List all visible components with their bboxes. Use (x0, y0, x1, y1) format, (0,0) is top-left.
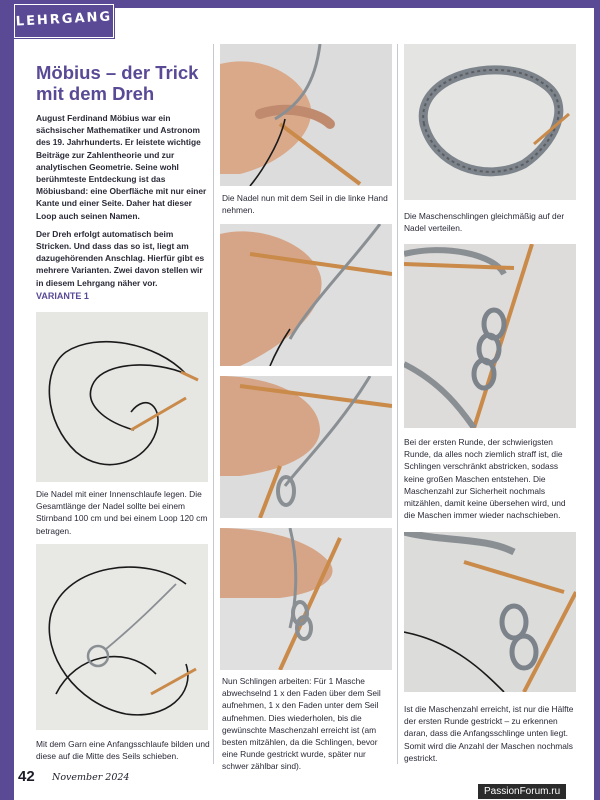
page-frame-right (594, 0, 600, 800)
page-title: Möbius – der Trick mit dem Dreh (36, 62, 199, 104)
page-number: 42 (18, 768, 35, 785)
intro-paragraph: Der Dreh erfolgt automatisch beim Stricken. Und dass das so ist, liegt am dazugehörenden Anschlag. Hierfür gibt es mehrere Varianten. Zwei davon stellen wir in diesem Lehrgang näher vor. (36, 228, 205, 288)
hand-loops-illustration (220, 376, 392, 518)
photo-hand-loops (220, 376, 392, 518)
section-tag-label: LEHRGANG (15, 9, 113, 30)
stitches-distributed-illustration (404, 44, 576, 200)
caption-step-3: Die Nadel nun mit dem Seil in die linke Hand nehmen. (222, 193, 388, 216)
page-frame-left (0, 0, 14, 800)
column-divider (213, 44, 214, 764)
intro-paragraph: August Ferdinand Möbius war ein sächsischer Mathematiker und Astronom des 19. Jahrhunderts. Er leistete wichtige Beiträge zur Zahlentheorie und zur analytischen Geometrie. Seine wohl berühmteste Entdeckung ist das Möbiusband: eine Oberfläche mit nur einer Kante und einer Seite. Daher hat dieser Loop auch seinen Namen. (36, 113, 207, 221)
caption-step-7: Ist die Maschenzahl erreicht, ist nur die Hälfte der ersten Runde gestrickt – zu erkennen daran, dass die Anfangsschlinge unten liegt. Somit wird die Anzahl der Maschen nochmals gestrickt. (404, 704, 574, 763)
caption-step-6: Bei der ersten Runde, der schwierigsten Runde, da alles noch ziemlich straff ist, die Schlingen verschränkt abstricken, sodass keine großen Maschen entstehen. Die Maschenzahl zur Sicherheit nochmals mitzählen, damit keine übersehen wird, und die Maschen immer wieder nachschieben. (404, 437, 566, 521)
column-divider (397, 44, 398, 764)
caption-step-4: Nun Schlingen arbeiten: Für 1 Masche abwechselnd 1 x den Faden über dem Seil aufnehmen, 1 x den Faden unter dem Seil aufnehmen. Dies wiederholen, bis die gewünschte Maschenzahl erreicht ist (am besten mitzählen, da die Schlingen, bevor eine Runde gestrickt wurde, später nur schwer zählbar sind). (222, 676, 381, 772)
start-loop-illustration (36, 544, 208, 730)
section-tag (14, 4, 114, 38)
caption-step-5: Die Maschenschlingen gleichmäßig auf der Nadel verteilen. (404, 211, 565, 234)
photo-half-round (404, 532, 576, 692)
intro-text (36, 112, 210, 295)
photo-needle-loop (36, 312, 208, 482)
first-round-illustration (404, 244, 576, 428)
caption-step-2: Mit dem Garn eine Anfangsschlaufe bilden und diese auf die Mitte des Seils schieben. (36, 739, 210, 762)
watermark: PassionForum.ru (478, 784, 566, 799)
photo-loops-on-cable (220, 528, 392, 670)
photo-hand-needle (220, 44, 392, 186)
photo-hand-first-loop (220, 224, 392, 366)
photo-stitches-distributed (404, 44, 576, 200)
hand-first-loop-illustration (220, 224, 392, 366)
caption-step-1: Die Nadel mit einer Innenschlaufe legen. Die Gesamtlänge der Nadel sollte bei einem Stirnband 100 cm und bei einem Loop 120 cm betragen. (36, 489, 208, 536)
loops-on-cable-illustration (220, 528, 392, 670)
issue-date: November 2024 (52, 772, 130, 783)
photo-start-loop (36, 544, 208, 730)
photo-first-round (404, 244, 576, 428)
half-round-illustration (404, 532, 576, 692)
variant-heading: VARIANTE 1 (36, 291, 89, 301)
needle-loop-illustration (36, 312, 208, 482)
hand-needle-illustration (220, 44, 392, 186)
